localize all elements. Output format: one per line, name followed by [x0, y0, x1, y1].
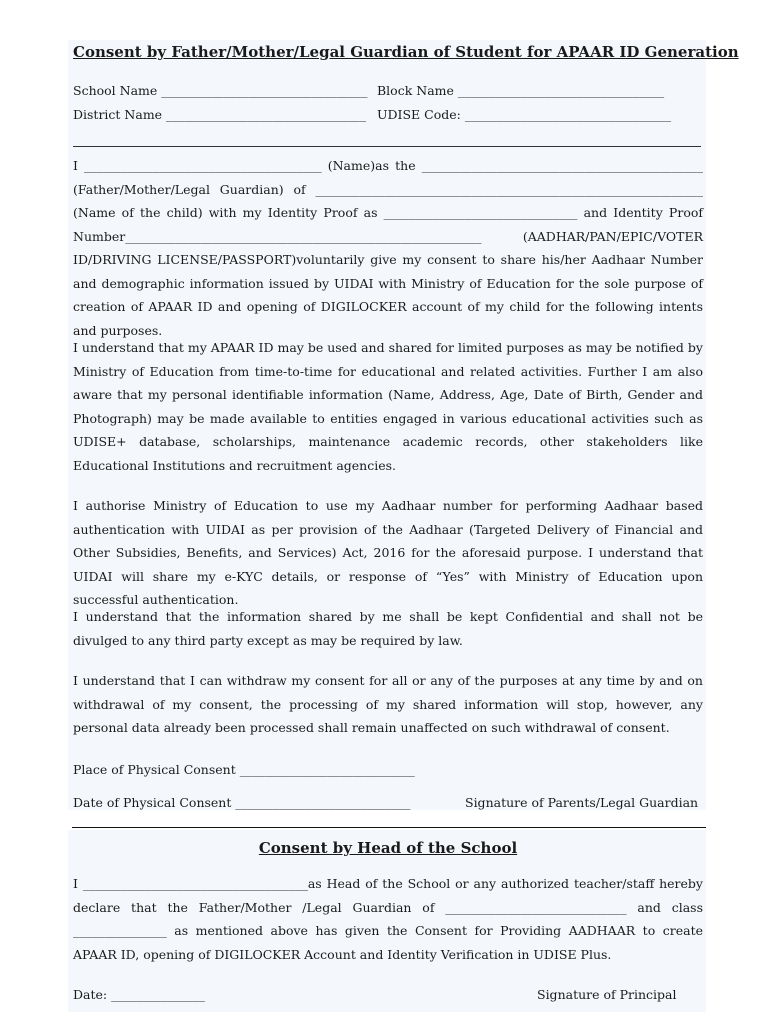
head-section-title: Consent by Head of the School	[258, 839, 518, 857]
consent-paragraph-apaar-usage: I understand that my APAAR ID may be used and shared for limited purposes as may be notified by Ministry of Education from time-to-time for educational and related activities. Further I am also aware that my personal identifiable information (Name, Address, Age, Date of Birth, Gender and Photograph) may be made available to entities engaged in various educational activities such as UDISE+ database, scholarships, maintenance academic records, other stakeholders like Educational Institutions and recruitment agencies.	[73, 340, 703, 473]
udise-code-field: UDISE Code: _________________________________	[377, 107, 672, 122]
head-date-field: Date: _______________	[73, 987, 205, 1002]
district-name-field: District Name ________________________________	[73, 107, 367, 122]
separator-rule	[73, 146, 701, 147]
guardian-signature-label: Signature of Parents/Legal Guardian	[465, 795, 699, 810]
consent-paragraph-identity: I ______________________________________ (Name)as the _____________________________________________ (Father/Mother/Legal Guardian) of ______________________________________________________________ (Name of the child) with my Identity Proof as _______________________________ and Identity Proof Number_________________________________________________________ (AADHAR/PAN/EPIC/VOTER ID/DRIVING LICENSE/PASSPORT)voluntarily give my consent to share his/her Aadhaar Number and demographic information issued by UIDAI with Ministry of Education for the sole purpose of creation of APAAR ID and opening of DIGILOCKER account of my child for the following intents and purposes.	[73, 158, 703, 338]
consent-paragraph-authentication: I authorise Ministry of Education to use my Aadhaar number for performing Aadhaar based authentication with UIDAI as per provision of the Aadhaar (Targeted Delivery of Financial and Other Subsidies, Benefits, and Services) Act, 2016 for the aforesaid purpose. I understand that UIDAI will share my e-KYC details, or response of “Yes” with Ministry of Education upon successful authentication.	[73, 498, 703, 607]
place-of-consent-field: Place of Physical Consent ____________________________	[73, 762, 415, 777]
school-name-field: School Name _________________________________	[73, 83, 368, 98]
consent-paragraph-withdrawal: I understand that I can withdraw my consent for all or any of the purposes at any time by and on withdrawal of my consent, the processing of my shared information will stop, however, any personal data already been processed shall remain unaffected on such withdrawal of consent.	[73, 673, 703, 735]
head-declaration-paragraph: I ____________________________________as Head of the School or any authorized teacher/staff hereby declare that the Father/Mother /Legal Guardian of _____________________________ and class _______________ as mentioned above has given the Consent for Providing AADHAAR to create APAAR ID, opening of DIGILOCKER Account and Identity Verification in UDISE Plus.	[73, 876, 703, 962]
section-divider	[72, 827, 706, 828]
principal-signature-label: Signature of Principal	[537, 987, 677, 1002]
block-name-field: Block Name _________________________________	[377, 83, 665, 98]
date-of-consent-field: Date of Physical Consent ____________________________	[73, 795, 411, 810]
consent-paragraph-confidentiality: I understand that the information shared by me shall be kept Confidential and shall not be divulged to any third party except as may be required by law.	[73, 609, 703, 648]
form-title: Consent by Father/Mother/Legal Guardian of Student for APAAR ID Generation	[73, 43, 739, 61]
